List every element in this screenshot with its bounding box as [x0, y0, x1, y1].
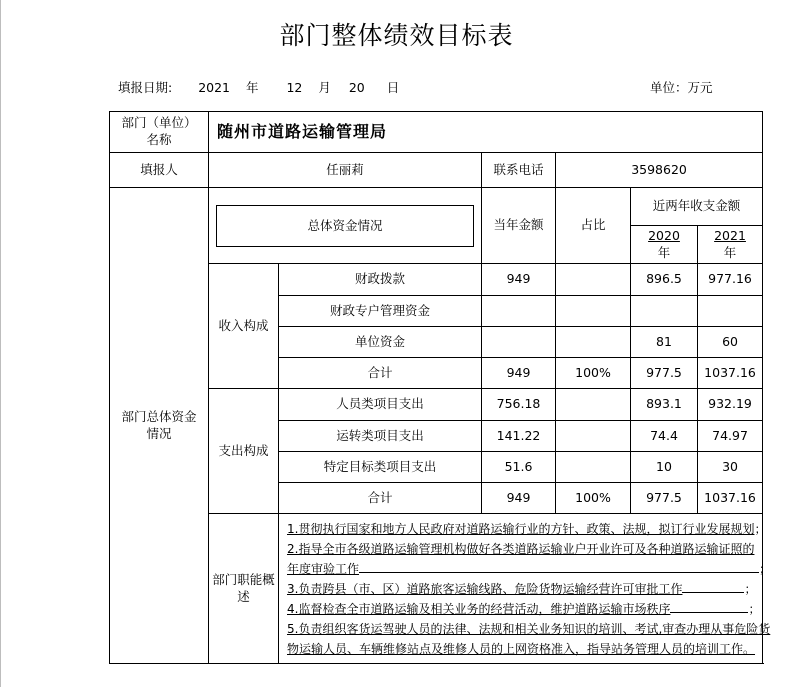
dept-label-line1: 部门（单位）	[121, 115, 197, 131]
year-2021-unit: 年	[723, 244, 737, 260]
function-line	[287, 599, 761, 619]
income-row-y2021	[698, 296, 763, 327]
expense-row-label: 特定目标类项目支出	[279, 452, 482, 483]
income-total-y2021: 1037.16	[698, 358, 763, 389]
functions-label: 部门职能概述	[209, 514, 279, 664]
expense-row-y2020: 893.1	[631, 389, 698, 421]
function-line	[287, 519, 767, 539]
function-line	[287, 559, 772, 579]
function-line-text: 1.贯彻执行国家和地方人民政府对道路运输行业的方针、政策、法规，拟订行业发展规划	[287, 522, 755, 536]
function-line-end: ；	[744, 582, 757, 596]
function-line	[287, 639, 758, 659]
income-row-ratio	[556, 264, 631, 296]
income-row-y2020: 81	[631, 327, 698, 358]
expense-row-ratio	[556, 421, 631, 452]
income-total-ratio: 100%	[556, 358, 631, 389]
fill-date-label: 填报日期:	[118, 80, 173, 95]
filler-row	[110, 153, 763, 188]
income-row-label: 单位资金	[279, 327, 482, 358]
expense-total-ratio: 100%	[556, 483, 631, 514]
function-line-text: 2.指导全市各级道路运输管理机构做好各类道路运输业户开业许可及各种道路运输证照的	[287, 542, 755, 556]
fill-date-year: 2021	[198, 80, 230, 95]
expense-row-current: 756.18	[482, 389, 556, 421]
year-2021: 2021	[714, 227, 746, 243]
function-line-text: 年度审验工作	[287, 562, 360, 576]
expense-group-label: 支出构成	[209, 389, 279, 514]
funds-section-label-line2: 情况	[146, 425, 172, 441]
function-line-end: ；	[759, 562, 772, 576]
fill-date-day-unit: 日	[386, 80, 400, 95]
performance-table	[109, 111, 772, 664]
income-row-y2020	[631, 296, 698, 327]
income-row-label: 财政拨款	[279, 264, 482, 296]
dept-label-cell	[110, 112, 209, 153]
income-row-y2020: 896.5	[631, 264, 698, 296]
expense-row-ratio	[556, 452, 631, 483]
function-line-end: ；	[754, 522, 767, 536]
year-2020: 2020	[648, 227, 680, 243]
unit-label: 单位：万元	[650, 80, 713, 95]
expense-total-y2021: 1037.16	[698, 483, 763, 514]
dept-row	[110, 112, 763, 153]
function-line	[287, 539, 758, 559]
expense-total-label: 合计	[279, 483, 482, 514]
expense-total-y2020: 977.5	[631, 483, 698, 514]
income-total-label: 合计	[279, 358, 482, 389]
expense-row-y2021: 30	[698, 452, 763, 483]
function-line	[287, 619, 771, 639]
fill-date-month-unit: 月	[318, 80, 331, 95]
function-line-text: 物运输人员、车辆维修站点及维修人员的上网资格准入，指导站务管理人员的培训工作。	[287, 642, 756, 656]
income-total-y2020: 977.5	[631, 358, 698, 389]
function-line-text: 3.负责跨县（市、区）道路旅客运输线路、危险货物运输经营许可审批工作	[287, 582, 683, 596]
function-line-end: ；	[748, 602, 761, 616]
dept-name: 随州市道路运输管理局	[209, 112, 763, 153]
expense-row-current: 141.22	[482, 421, 556, 452]
income-row-current: 949	[482, 264, 556, 296]
expense-row-y2021: 74.97	[698, 421, 763, 452]
expense-row-ratio	[556, 389, 631, 421]
income-total-current: 949	[482, 358, 556, 389]
income-row-label: 财政专户管理资金	[279, 296, 482, 327]
expense-total-current: 949	[482, 483, 556, 514]
dept-label-line2: 名称	[146, 132, 172, 147]
expense-row-label: 人员类项目支出	[279, 389, 482, 421]
year-2020-unit: 年	[657, 244, 671, 260]
overall-funds-label: 总体资金情况	[216, 205, 474, 247]
fill-date-month: 12	[286, 80, 303, 95]
filler-name: 任丽莉	[209, 153, 482, 188]
filler-label: 填报人	[110, 153, 209, 188]
recent-years-header: 近两年收支金额	[631, 188, 763, 226]
income-row-current	[482, 327, 556, 358]
income-row-current	[482, 296, 556, 327]
income-row-ratio	[556, 327, 631, 358]
funds-header-row-1	[110, 188, 763, 226]
expense-row-current: 51.6	[482, 452, 556, 483]
fill-date-day: 20	[348, 80, 365, 95]
functions-text	[279, 514, 772, 664]
phone-value: 3598620	[556, 153, 763, 188]
year-2021-header	[698, 226, 763, 264]
income-row-ratio	[556, 296, 631, 327]
current-amount-header: 当年金额	[482, 188, 556, 264]
income-row-y2021: 60	[698, 327, 763, 358]
funds-section-label-line1: 部门总体资金	[121, 408, 197, 424]
page-title: 部门整体绩效目标表	[279, 21, 514, 50]
function-line-text: 4.监督检查全市道路运输及相关业务的经营活动，维护道路运输市场秩序	[287, 602, 671, 616]
function-line	[287, 579, 758, 599]
fill-date-year-unit: 年	[245, 80, 259, 95]
page-left-edge	[0, 0, 1, 687]
expense-row-y2020: 10	[631, 452, 698, 483]
ratio-header: 占比	[556, 188, 631, 264]
expense-row-y2020: 74.4	[631, 421, 698, 452]
funds-section-label	[110, 188, 209, 664]
fill-date	[118, 78, 399, 96]
income-row-y2021: 977.16	[698, 264, 763, 296]
function-line-text: 5.负责组织客货运驾驶人员的法律、法规和相关业务知识的培训、考试,审查办理从事危险货	[287, 622, 771, 636]
year-2020-header	[631, 226, 698, 264]
expense-row-y2021: 932.19	[698, 389, 763, 421]
income-group-label: 收入构成	[209, 264, 279, 389]
overall-funds-cell	[209, 188, 482, 264]
phone-label: 联系电话	[482, 153, 556, 188]
expense-row-label: 运转类项目支出	[279, 421, 482, 452]
